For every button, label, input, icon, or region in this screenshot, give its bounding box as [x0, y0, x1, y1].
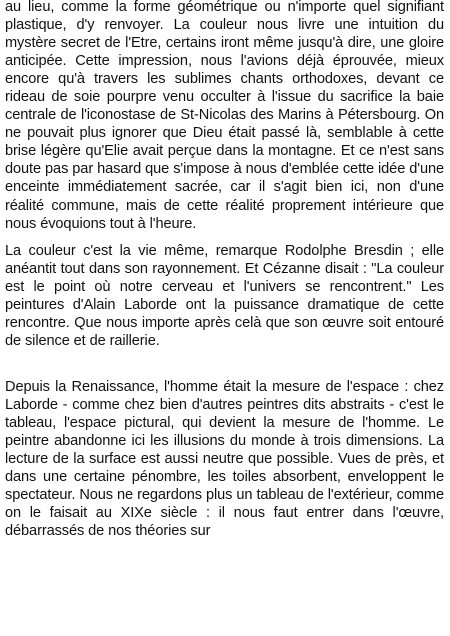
paragraph-color-life: La couleur c'est la vie même, remarque Rodolphe Bresdin ; elle anéantit tout dans son rayonnement. Et Cézanne disait : "La couleur est le point où notre cerveau et l'univers se rencontrent." Les peintures d'Alain Laborde ont la puissance dramatique de cette rencontre. Que nous importe après celà que son œuvre soit entouré de silence et de raillerie. — [5, 242, 444, 349]
paragraph-color-intuition: au lieu, comme la forme géométrique ou n'importe quel signifiant plastique, d'y renvoyer. La couleur nous livre une intuition du mystère secret de l'Etre, certains iront même jusqu'à dire, une gloire anticipée. Cette impression, nous l'avions déjà éprouvée, mieux encore qu'à travers les sublimes chants orthodoxes, devant ce rideau de soie pourpre venu occulter à l'issue du sacrifice la baie centrale de l'iconostase de St-Nicolas des Marins à Pétersbourg. On ne pouvait plus ignorer que Dieu était passé là, semblable à cette brise légère qu'Elie avait perçue dans la montagne. Et ce n'est sans doute pas par hasard que s'impose à nous d'emblée cette idée d'une enceinte immédiatement sacrée, car il s'agit bien ici, non d'une réalité commune, mais de cette réalité proprement intérieure que nous évoquions tout à l'heure. — [5, 0, 444, 232]
paragraph-renaissance-space: Depuis la Renaissance, l'homme était la mesure de l'espace : chez Laborde - comme chez bien d'autres peintres dits abstraits - c'est le tableau, l'espace pictural, qui devient la mesure de l'homme. Le peintre abandonne ici les illusions du monde à trois dimensions. La lecture de la surface est aussi neutre que possible. Vues de près, et dans une certaine pénombre, les toiles absorbent, enveloppent le spectateur. Nous ne regardons plus un tableau de l'extérieur, comme on le faisait au XIXe siècle : il nous faut entrer dans l'œuvre, débarrassés de nos théories sur — [5, 378, 444, 540]
